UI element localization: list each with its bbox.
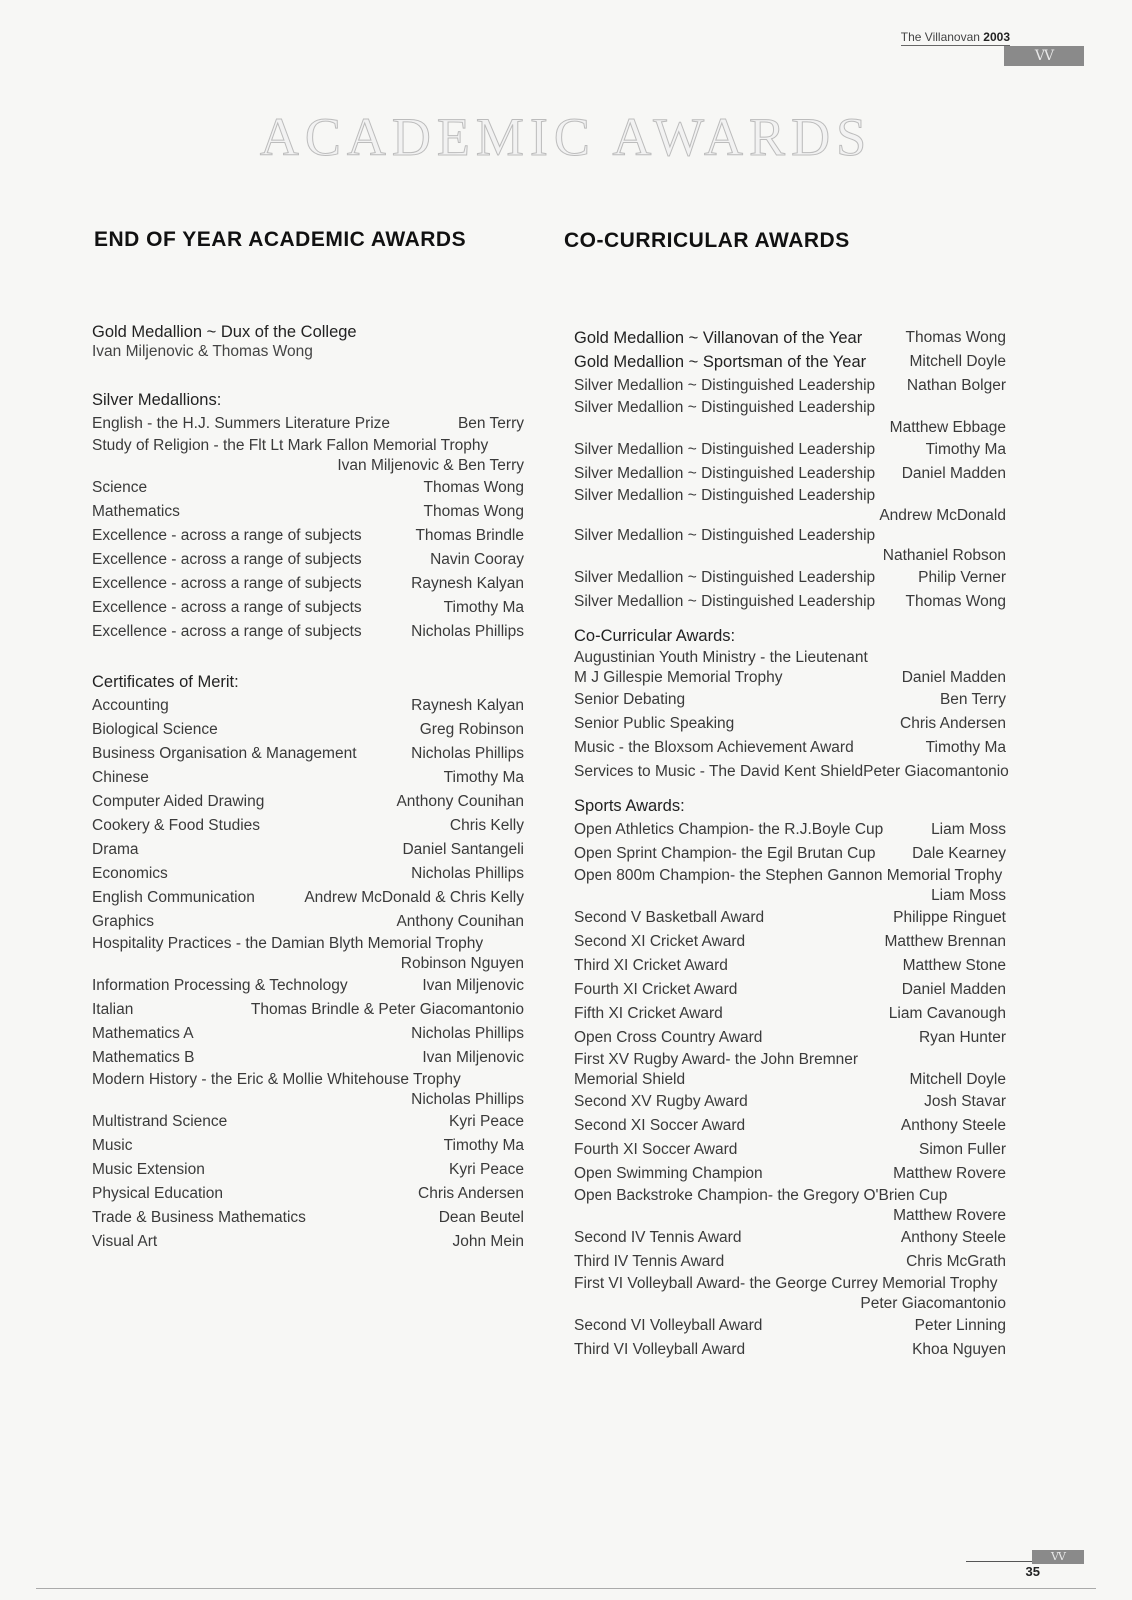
page-number: 35 [1025, 1564, 1040, 1579]
list-item: Services to Music - The David Kent Shield Peter Giacomantonio [574, 763, 1009, 780]
list-item: Excellence - across a range of subjects Nicholas Phillips [92, 623, 524, 640]
academic-awards-column [92, 322, 524, 1254]
list-item: Modern History - the Eric & Mollie Whitehouse Trophy Nicholas Phillips [92, 1071, 524, 1108]
list-item: First VI Volleyball Award- the George Currey Memorial Trophy Peter Giacomantonio [574, 1275, 1006, 1312]
list-item: Trade & Business Mathematics Dean Beutel [92, 1209, 524, 1226]
list-item: Third VI Volleyball Award Khoa Nguyen [574, 1341, 1006, 1358]
list-item: Open Athletics Champion- the R.J.Boyle Cup Liam Moss [574, 821, 1006, 838]
vv-logo-icon: VV [1032, 1550, 1084, 1564]
list-item: Second VI Volleyball Award Peter Linning [574, 1317, 1006, 1334]
page-title: ACADEMIC AWARDS [259, 107, 873, 167]
list-item: Visual Art John Mein [92, 1233, 524, 1250]
list-item: Silver Medallion ~ Distinguished Leadership Daniel Madden [574, 465, 1006, 482]
list-item: Study of Religion - the Flt Lt Mark Fallon Memorial Trophy Ivan Miljenovic & Ben Terry [92, 437, 524, 474]
list-item: Silver Medallion ~ Distinguished Leadership Matthew Ebbage [574, 399, 1006, 436]
list-item: Gold Medallion ~ Sportsman of the Year Mitchell Doyle [574, 353, 1006, 371]
list-item: Accounting Raynesh Kalyan [92, 697, 524, 714]
right-column-heading: CO-CURRICULAR AWARDS [564, 229, 850, 252]
list-item: Excellence - across a range of subjects Raynesh Kalyan [92, 575, 524, 592]
list-item: Excellence - across a range of subjects Timothy Ma [92, 599, 524, 616]
list-item: Computer Aided Drawing Anthony Counihan [92, 793, 524, 810]
footer-divider [966, 1561, 1036, 1562]
list-item: Hospitality Practices - the Damian Blyth Memorial Trophy Robinson Nguyen [92, 935, 524, 972]
list-item: Augustinian Youth Ministry - the Lieutenant M J Gillespie Memorial Trophy Daniel Madden [574, 649, 1006, 686]
list-item: Music Timothy Ma [92, 1137, 524, 1154]
gold-medallion-heading: Gold Medallion ~ Dux of the College [92, 323, 357, 341]
page-header [884, 28, 1084, 68]
sports-awards-heading: Sports Awards: [574, 797, 685, 815]
list-item: Economics Nicholas Phillips [92, 865, 524, 882]
list-item: Third XI Cricket Award Matthew Stone [574, 957, 1006, 974]
publication-title [901, 30, 1010, 46]
left-column-heading: END OF YEAR ACADEMIC AWARDS [94, 228, 467, 251]
list-item: Mathematics Thomas Wong [92, 503, 524, 520]
list-item: Senior Debating Ben Terry [574, 691, 1006, 708]
list-item: Second V Basketball Award Philippe Ringuet [574, 909, 1006, 926]
vv-logo-icon: VV [1004, 46, 1084, 66]
list-item: Science Thomas Wong [92, 479, 524, 496]
list-item: Open Backstroke Champion- the Gregory O'Brien Cup Matthew Rovere [574, 1187, 1006, 1224]
list-item: Information Processing & Technology Ivan Miljenovic [92, 977, 524, 994]
co-curricular-awards-heading: Co-Curricular Awards: [574, 627, 736, 645]
list-item: Excellence - across a range of subjects Thomas Brindle [92, 527, 524, 544]
list-item: Open Sprint Champion- the Egil Brutan Cup Dale Kearney [574, 845, 1006, 862]
list-item: Second IV Tennis Award Anthony Steele [574, 1229, 1006, 1246]
list-item: Fifth XI Cricket Award Liam Cavanough [574, 1005, 1006, 1022]
list-item: Silver Medallion ~ Distinguished Leadership Thomas Wong [574, 593, 1006, 610]
list-item: Music Extension Kyri Peace [92, 1161, 524, 1178]
list-item: Italian Thomas Brindle & Peter Giacomantonio [92, 1001, 524, 1018]
list-item: First XV Rugby Award- the John Bremner Memorial Shield Mitchell Doyle [574, 1051, 1006, 1088]
list-item: Physical Education Chris Andersen [92, 1185, 524, 1202]
silver-medallions-heading: Silver Medallions: [92, 391, 222, 409]
list-item: Second XI Cricket Award Matthew Brennan [574, 933, 1006, 950]
list-item: Gold Medallion ~ Villanovan of the Year Thomas Wong [574, 329, 1006, 347]
list-item: Second XV Rugby Award Josh Stavar [574, 1093, 1006, 1110]
list-item: Fourth XI Soccer Award Simon Fuller [574, 1141, 1006, 1158]
list-item: Third IV Tennis Award Chris McGrath [574, 1253, 1006, 1270]
co-curricular-awards-column [574, 326, 1009, 1362]
bottom-rule [36, 1588, 1096, 1589]
gold-medallion-names: Ivan Miljenovic & Thomas Wong [92, 343, 313, 360]
list-item: Second XI Soccer Award Anthony Steele [574, 1117, 1006, 1134]
list-item: Business Organisation & Management Nicholas Phillips [92, 745, 524, 762]
list-item: Multistrand Science Kyri Peace [92, 1113, 524, 1130]
list-item: Excellence - across a range of subjects Navin Cooray [92, 551, 524, 568]
list-item: Open Cross Country Award Ryan Hunter [574, 1029, 1006, 1046]
list-item: Graphics Anthony Counihan [92, 913, 524, 930]
certificates-of-merit-heading: Certificates of Merit: [92, 673, 239, 691]
list-item: Mathematics B Ivan Miljenovic [92, 1049, 524, 1066]
list-item: English Communication Andrew McDonald & Chris Kelly [92, 889, 524, 906]
list-item: Open 800m Champion- the Stephen Gannon Memorial Trophy Liam Moss [574, 867, 1006, 904]
list-item: Silver Medallion ~ Distinguished Leadership Timothy Ma [574, 441, 1006, 458]
publication-name: The Villanovan [900, 30, 980, 44]
list-item: Open Swimming Champion Matthew Rovere [574, 1165, 1006, 1182]
list-item: Senior Public Speaking Chris Andersen [574, 715, 1006, 732]
list-item: Silver Medallion ~ Distinguished Leadership Nathaniel Robson [574, 527, 1006, 564]
list-item: Fourth XI Cricket Award Daniel Madden [574, 981, 1006, 998]
publication-year: 2003 [983, 30, 1010, 44]
list-item: English - the H.J. Summers Literature Prize Ben Terry [92, 415, 524, 432]
list-item: Silver Medallion ~ Distinguished Leadership Andrew McDonald [574, 487, 1006, 524]
list-item: Drama Daniel Santangeli [92, 841, 524, 858]
list-item: Music - the Bloxsom Achievement Award Timothy Ma [574, 739, 1006, 756]
list-item: Biological Science Greg Robinson [92, 721, 524, 738]
list-item: Cookery & Food Studies Chris Kelly [92, 817, 524, 834]
list-item: Silver Medallion ~ Distinguished Leadership Philip Verner [574, 569, 1006, 586]
list-item: Silver Medallion ~ Distinguished Leadership Nathan Bolger [574, 377, 1006, 394]
list-item: Chinese Timothy Ma [92, 769, 524, 786]
list-item: Mathematics A Nicholas Phillips [92, 1025, 524, 1042]
